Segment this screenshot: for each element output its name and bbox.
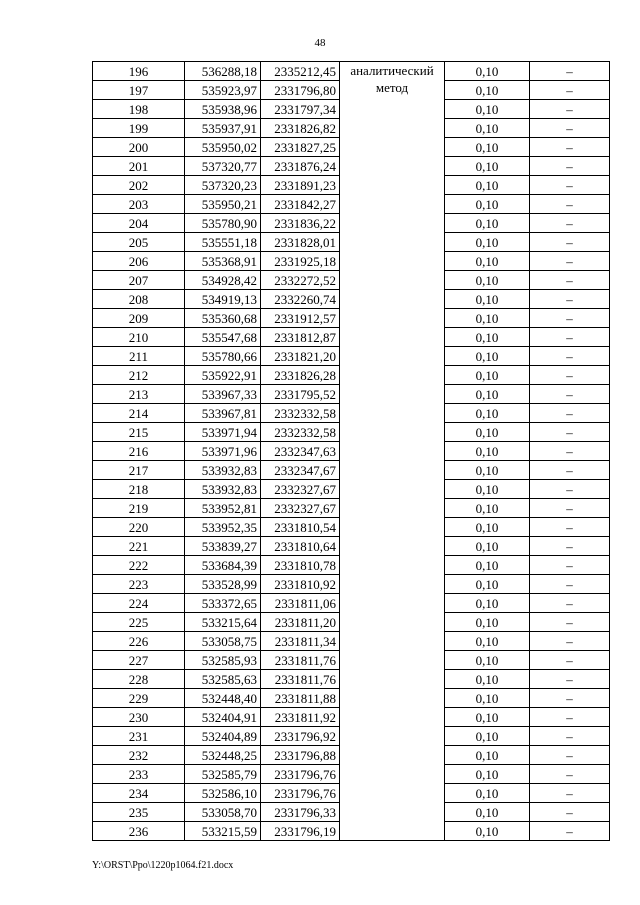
y-coordinate-cell: 2331811,20 bbox=[261, 613, 340, 632]
x-coordinate-cell: 533058,75 bbox=[185, 632, 261, 651]
x-coordinate-cell: 533839,27 bbox=[185, 537, 261, 556]
dash-cell: – bbox=[530, 385, 610, 404]
y-coordinate-cell: 2331796,88 bbox=[261, 746, 340, 765]
precision-cell: 0,10 bbox=[445, 423, 530, 442]
precision-cell: 0,10 bbox=[445, 290, 530, 309]
precision-cell: 0,10 bbox=[445, 347, 530, 366]
dash-cell: – bbox=[530, 328, 610, 347]
x-coordinate-cell: 533971,94 bbox=[185, 423, 261, 442]
dash-cell: – bbox=[530, 670, 610, 689]
coordinates-table bbox=[92, 61, 610, 841]
x-coordinate-cell: 532586,10 bbox=[185, 784, 261, 803]
precision-cell: 0,10 bbox=[445, 81, 530, 100]
y-coordinate-cell: 2331821,20 bbox=[261, 347, 340, 366]
y-coordinate-cell: 2332327,67 bbox=[261, 499, 340, 518]
y-coordinate-cell: 2331796,76 bbox=[261, 765, 340, 784]
point-number-cell: 198 bbox=[93, 100, 185, 119]
dash-cell: – bbox=[530, 81, 610, 100]
point-number-cell: 212 bbox=[93, 366, 185, 385]
precision-cell: 0,10 bbox=[445, 632, 530, 651]
dash-cell: – bbox=[530, 594, 610, 613]
y-coordinate-cell: 2331811,76 bbox=[261, 670, 340, 689]
point-number-cell: 231 bbox=[93, 727, 185, 746]
point-number-cell: 221 bbox=[93, 537, 185, 556]
point-number-cell: 227 bbox=[93, 651, 185, 670]
precision-cell: 0,10 bbox=[445, 727, 530, 746]
method-text-line2: метод bbox=[375, 80, 409, 95]
dash-cell: – bbox=[530, 138, 610, 157]
dash-cell: – bbox=[530, 575, 610, 594]
dash-cell: – bbox=[530, 708, 610, 727]
y-coordinate-cell: 2331828,01 bbox=[261, 233, 340, 252]
coordinates-table-body bbox=[93, 62, 610, 841]
point-number-cell: 196 bbox=[93, 62, 185, 81]
x-coordinate-cell: 535923,97 bbox=[185, 81, 261, 100]
file-path-footer: Y:\ORST\Ppo\1220p1064.f21.docx bbox=[92, 860, 234, 871]
point-number-cell: 207 bbox=[93, 271, 185, 290]
point-number-cell: 216 bbox=[93, 442, 185, 461]
precision-cell: 0,10 bbox=[445, 157, 530, 176]
point-number-cell: 234 bbox=[93, 784, 185, 803]
precision-cell: 0,10 bbox=[445, 765, 530, 784]
x-coordinate-cell: 535551,18 bbox=[185, 233, 261, 252]
point-number-cell: 202 bbox=[93, 176, 185, 195]
y-coordinate-cell: 2331836,22 bbox=[261, 214, 340, 233]
x-coordinate-cell: 535938,96 bbox=[185, 100, 261, 119]
y-coordinate-cell: 2331876,24 bbox=[261, 157, 340, 176]
x-coordinate-cell: 536288,18 bbox=[185, 62, 261, 81]
y-coordinate-cell: 2331827,25 bbox=[261, 138, 340, 157]
point-number-cell: 232 bbox=[93, 746, 185, 765]
x-coordinate-cell: 535937,91 bbox=[185, 119, 261, 138]
x-coordinate-cell: 533967,33 bbox=[185, 385, 261, 404]
point-number-cell: 217 bbox=[93, 461, 185, 480]
point-number-cell: 230 bbox=[93, 708, 185, 727]
x-coordinate-cell: 533932,83 bbox=[185, 480, 261, 499]
point-number-cell: 206 bbox=[93, 252, 185, 271]
y-coordinate-cell: 2331925,18 bbox=[261, 252, 340, 271]
y-coordinate-cell: 2331826,28 bbox=[261, 366, 340, 385]
x-coordinate-cell: 535922,91 bbox=[185, 366, 261, 385]
x-coordinate-cell: 535547,68 bbox=[185, 328, 261, 347]
dash-cell: – bbox=[530, 803, 610, 822]
precision-cell: 0,10 bbox=[445, 651, 530, 670]
x-coordinate-cell: 533684,39 bbox=[185, 556, 261, 575]
precision-cell: 0,10 bbox=[445, 480, 530, 499]
x-coordinate-cell: 534919,13 bbox=[185, 290, 261, 309]
precision-cell: 0,10 bbox=[445, 328, 530, 347]
precision-cell: 0,10 bbox=[445, 784, 530, 803]
y-coordinate-cell: 2331912,57 bbox=[261, 309, 340, 328]
y-coordinate-cell: 2332347,63 bbox=[261, 442, 340, 461]
y-coordinate-cell: 2331812,87 bbox=[261, 328, 340, 347]
dash-cell: – bbox=[530, 119, 610, 138]
precision-cell: 0,10 bbox=[445, 461, 530, 480]
y-coordinate-cell: 2331810,64 bbox=[261, 537, 340, 556]
x-coordinate-cell: 537320,23 bbox=[185, 176, 261, 195]
point-number-cell: 203 bbox=[93, 195, 185, 214]
dash-cell: – bbox=[530, 271, 610, 290]
point-number-cell: 200 bbox=[93, 138, 185, 157]
y-coordinate-cell: 2331811,92 bbox=[261, 708, 340, 727]
point-number-cell: 235 bbox=[93, 803, 185, 822]
x-coordinate-cell: 533215,59 bbox=[185, 822, 261, 841]
y-coordinate-cell: 2335212,45 bbox=[261, 62, 340, 81]
precision-cell: 0,10 bbox=[445, 214, 530, 233]
point-number-cell: 229 bbox=[93, 689, 185, 708]
x-coordinate-cell: 535360,68 bbox=[185, 309, 261, 328]
precision-cell: 0,10 bbox=[445, 442, 530, 461]
precision-cell: 0,10 bbox=[445, 746, 530, 765]
page-number: 48 bbox=[314, 37, 326, 49]
y-coordinate-cell: 2331796,92 bbox=[261, 727, 340, 746]
precision-cell: 0,10 bbox=[445, 518, 530, 537]
x-coordinate-cell: 535950,21 bbox=[185, 195, 261, 214]
point-number-cell: 211 bbox=[93, 347, 185, 366]
point-number-cell: 224 bbox=[93, 594, 185, 613]
precision-cell: 0,10 bbox=[445, 176, 530, 195]
x-coordinate-cell: 532404,91 bbox=[185, 708, 261, 727]
point-number-cell: 199 bbox=[93, 119, 185, 138]
dash-cell: – bbox=[530, 461, 610, 480]
x-coordinate-cell: 532448,40 bbox=[185, 689, 261, 708]
dash-cell: – bbox=[530, 632, 610, 651]
point-number-cell: 209 bbox=[93, 309, 185, 328]
point-number-cell: 225 bbox=[93, 613, 185, 632]
dash-cell: – bbox=[530, 518, 610, 537]
precision-cell: 0,10 bbox=[445, 366, 530, 385]
precision-cell: 0,10 bbox=[445, 138, 530, 157]
dash-cell: – bbox=[530, 480, 610, 499]
x-coordinate-cell: 533932,83 bbox=[185, 461, 261, 480]
x-coordinate-cell: 532585,79 bbox=[185, 765, 261, 784]
x-coordinate-cell: 534928,42 bbox=[185, 271, 261, 290]
x-coordinate-cell: 535780,66 bbox=[185, 347, 261, 366]
dash-cell: – bbox=[530, 689, 610, 708]
y-coordinate-cell: 2331796,33 bbox=[261, 803, 340, 822]
y-coordinate-cell: 2331811,34 bbox=[261, 632, 340, 651]
dash-cell: – bbox=[530, 822, 610, 841]
dash-cell: – bbox=[530, 784, 610, 803]
precision-cell: 0,10 bbox=[445, 252, 530, 271]
dash-cell: – bbox=[530, 252, 610, 271]
point-number-cell: 236 bbox=[93, 822, 185, 841]
point-number-cell: 197 bbox=[93, 81, 185, 100]
point-number-cell: 220 bbox=[93, 518, 185, 537]
y-coordinate-cell: 2331810,54 bbox=[261, 518, 340, 537]
point-number-cell: 215 bbox=[93, 423, 185, 442]
y-coordinate-cell: 2331797,34 bbox=[261, 100, 340, 119]
dash-cell: – bbox=[530, 651, 610, 670]
x-coordinate-cell: 532585,63 bbox=[185, 670, 261, 689]
dash-cell: – bbox=[530, 613, 610, 632]
y-coordinate-cell: 2332272,52 bbox=[261, 271, 340, 290]
dash-cell: – bbox=[530, 157, 610, 176]
y-coordinate-cell: 2331796,19 bbox=[261, 822, 340, 841]
x-coordinate-cell: 533528,99 bbox=[185, 575, 261, 594]
point-number-cell: 228 bbox=[93, 670, 185, 689]
x-coordinate-cell: 533967,81 bbox=[185, 404, 261, 423]
precision-cell: 0,10 bbox=[445, 62, 530, 81]
precision-cell: 0,10 bbox=[445, 309, 530, 328]
y-coordinate-cell: 2332347,67 bbox=[261, 461, 340, 480]
point-number-cell: 233 bbox=[93, 765, 185, 784]
point-number-cell: 223 bbox=[93, 575, 185, 594]
dash-cell: – bbox=[530, 290, 610, 309]
dash-cell: – bbox=[530, 442, 610, 461]
method-text-line1: аналитический bbox=[350, 63, 434, 78]
x-coordinate-cell: 533971,96 bbox=[185, 442, 261, 461]
precision-cell: 0,10 bbox=[445, 575, 530, 594]
point-number-cell: 214 bbox=[93, 404, 185, 423]
x-coordinate-cell: 537320,77 bbox=[185, 157, 261, 176]
y-coordinate-cell: 2331891,23 bbox=[261, 176, 340, 195]
y-coordinate-cell: 2331796,76 bbox=[261, 784, 340, 803]
precision-cell: 0,10 bbox=[445, 233, 530, 252]
point-number-cell: 210 bbox=[93, 328, 185, 347]
precision-cell: 0,10 bbox=[445, 271, 530, 290]
y-coordinate-cell: 2331810,78 bbox=[261, 556, 340, 575]
dash-cell: – bbox=[530, 233, 610, 252]
x-coordinate-cell: 533952,35 bbox=[185, 518, 261, 537]
y-coordinate-cell: 2332332,58 bbox=[261, 404, 340, 423]
table-row bbox=[93, 62, 610, 81]
dash-cell: – bbox=[530, 727, 610, 746]
precision-cell: 0,10 bbox=[445, 404, 530, 423]
x-coordinate-cell: 533952,81 bbox=[185, 499, 261, 518]
precision-cell: 0,10 bbox=[445, 689, 530, 708]
dash-cell: – bbox=[530, 499, 610, 518]
x-coordinate-cell: 533215,64 bbox=[185, 613, 261, 632]
precision-cell: 0,10 bbox=[445, 822, 530, 841]
y-coordinate-cell: 2331796,80 bbox=[261, 81, 340, 100]
point-number-cell: 226 bbox=[93, 632, 185, 651]
dash-cell: – bbox=[530, 746, 610, 765]
precision-cell: 0,10 bbox=[445, 708, 530, 727]
dash-cell: – bbox=[530, 176, 610, 195]
precision-cell: 0,10 bbox=[445, 613, 530, 632]
point-number-cell: 205 bbox=[93, 233, 185, 252]
precision-cell: 0,10 bbox=[445, 803, 530, 822]
precision-cell: 0,10 bbox=[445, 119, 530, 138]
x-coordinate-cell: 533372,65 bbox=[185, 594, 261, 613]
x-coordinate-cell: 532448,25 bbox=[185, 746, 261, 765]
precision-cell: 0,10 bbox=[445, 385, 530, 404]
dash-cell: – bbox=[530, 366, 610, 385]
x-coordinate-cell: 532585,93 bbox=[185, 651, 261, 670]
y-coordinate-cell: 2331795,52 bbox=[261, 385, 340, 404]
point-number-cell: 219 bbox=[93, 499, 185, 518]
dash-cell: – bbox=[530, 556, 610, 575]
dash-cell: – bbox=[530, 537, 610, 556]
precision-cell: 0,10 bbox=[445, 195, 530, 214]
dash-cell: – bbox=[530, 423, 610, 442]
point-number-cell: 222 bbox=[93, 556, 185, 575]
y-coordinate-cell: 2331811,76 bbox=[261, 651, 340, 670]
precision-cell: 0,10 bbox=[445, 499, 530, 518]
point-number-cell: 218 bbox=[93, 480, 185, 499]
dash-cell: – bbox=[530, 62, 610, 81]
dash-cell: – bbox=[530, 347, 610, 366]
precision-cell: 0,10 bbox=[445, 556, 530, 575]
y-coordinate-cell: 2331842,27 bbox=[261, 195, 340, 214]
dash-cell: – bbox=[530, 765, 610, 784]
precision-cell: 0,10 bbox=[445, 594, 530, 613]
y-coordinate-cell: 2332260,74 bbox=[261, 290, 340, 309]
x-coordinate-cell: 533058,70 bbox=[185, 803, 261, 822]
y-coordinate-cell: 2331810,92 bbox=[261, 575, 340, 594]
precision-cell: 0,10 bbox=[445, 537, 530, 556]
x-coordinate-cell: 535950,02 bbox=[185, 138, 261, 157]
y-coordinate-cell: 2331811,06 bbox=[261, 594, 340, 613]
precision-cell: 0,10 bbox=[445, 670, 530, 689]
dash-cell: – bbox=[530, 309, 610, 328]
dash-cell: – bbox=[530, 214, 610, 233]
y-coordinate-cell: 2331826,82 bbox=[261, 119, 340, 138]
point-number-cell: 213 bbox=[93, 385, 185, 404]
method-cell bbox=[340, 62, 445, 841]
dash-cell: – bbox=[530, 404, 610, 423]
dash-cell: – bbox=[530, 195, 610, 214]
point-number-cell: 201 bbox=[93, 157, 185, 176]
y-coordinate-cell: 2331811,88 bbox=[261, 689, 340, 708]
point-number-cell: 204 bbox=[93, 214, 185, 233]
point-number-cell: 208 bbox=[93, 290, 185, 309]
x-coordinate-cell: 532404,89 bbox=[185, 727, 261, 746]
dash-cell: – bbox=[530, 100, 610, 119]
x-coordinate-cell: 535780,90 bbox=[185, 214, 261, 233]
x-coordinate-cell: 535368,91 bbox=[185, 252, 261, 271]
precision-cell: 0,10 bbox=[445, 100, 530, 119]
y-coordinate-cell: 2332327,67 bbox=[261, 480, 340, 499]
y-coordinate-cell: 2332332,58 bbox=[261, 423, 340, 442]
